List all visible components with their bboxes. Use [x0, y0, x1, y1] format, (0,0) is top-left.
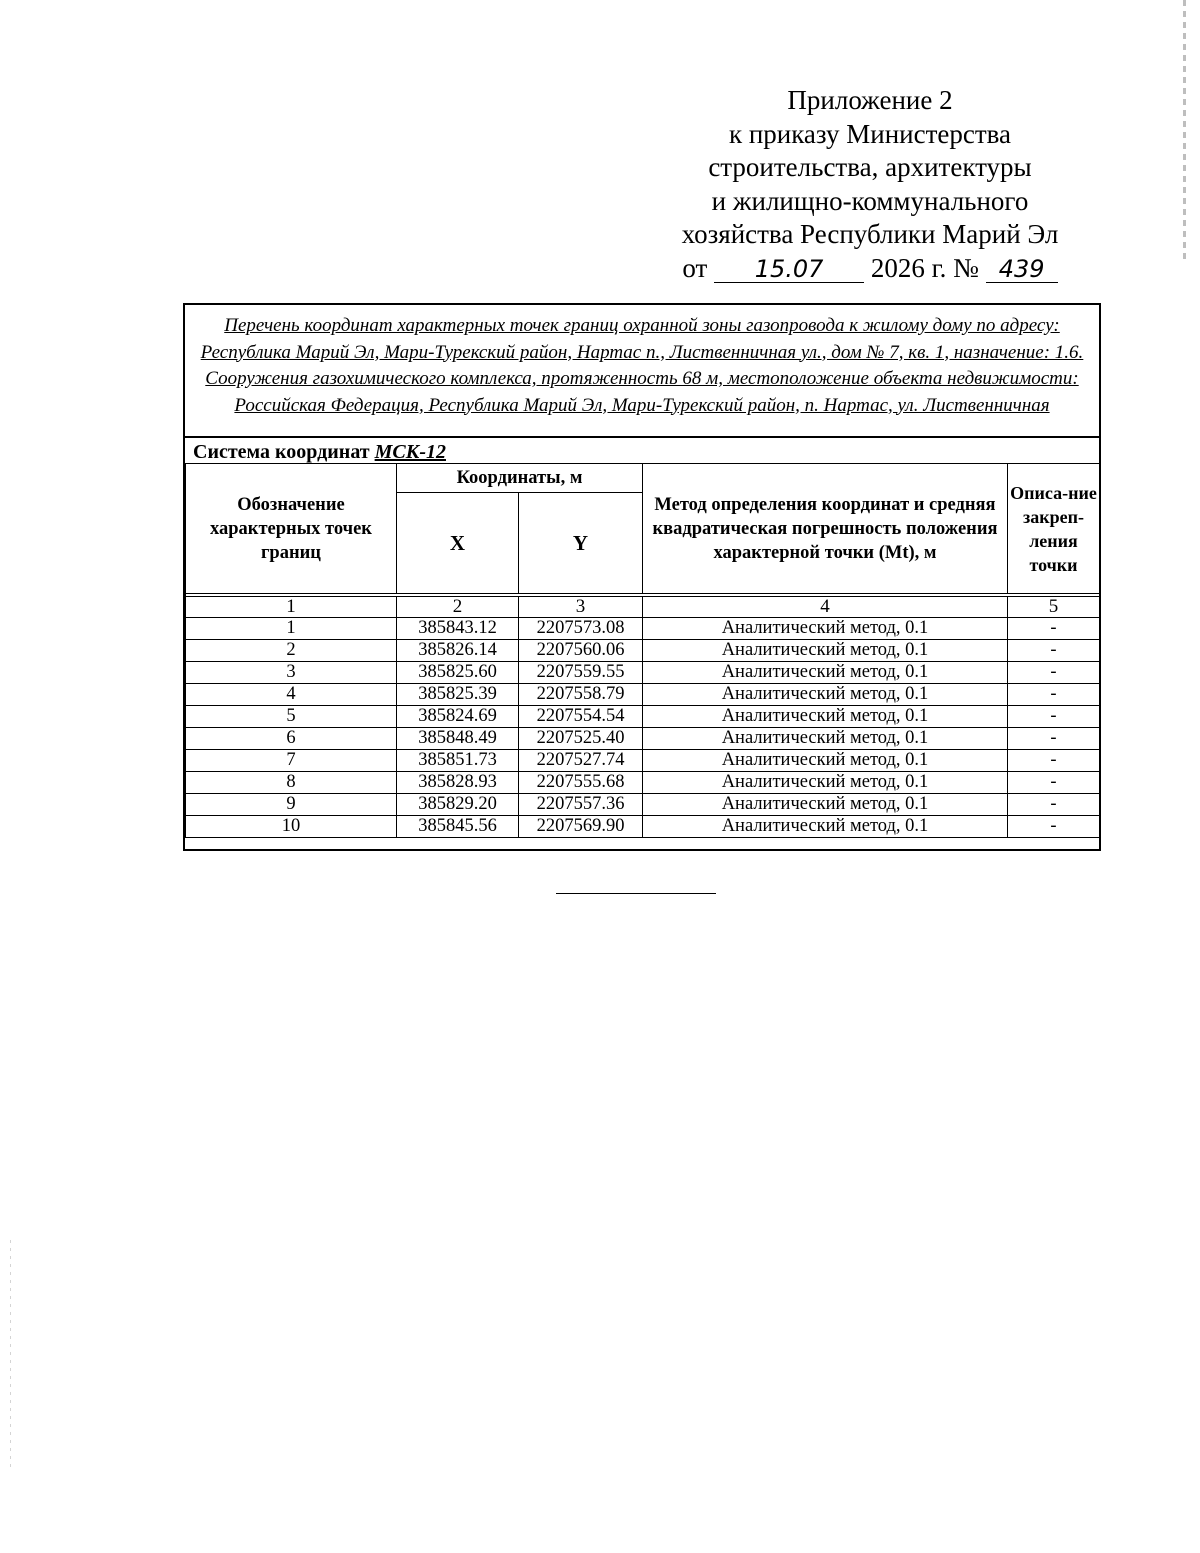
desc-cell: -: [1008, 662, 1100, 684]
y-cell: 2207555.68: [519, 772, 643, 794]
column-number-row: [186, 597, 1100, 618]
point-cell: 2: [186, 640, 397, 662]
table-row: [186, 706, 1100, 728]
method-cell: Аналитический метод, 0.1: [643, 816, 1008, 838]
header-line: Приложение 2: [787, 85, 953, 115]
header-line: к приказу Министерства: [728, 118, 1012, 149]
point-cell: 9: [186, 794, 397, 816]
table-body: [186, 618, 1100, 838]
appendix-header: [640, 84, 1100, 285]
x-cell: 385824.69: [397, 706, 519, 728]
table-row: [186, 772, 1100, 794]
system-value: МСК-12: [374, 441, 446, 463]
header-line: и жилищно-коммунального: [711, 185, 1029, 216]
coordinates-document: [183, 303, 1101, 851]
x-cell: 385829.20: [397, 794, 519, 816]
table-row: [186, 816, 1100, 838]
desc-cell: -: [1008, 750, 1100, 772]
col-desc-header: Описа-ние закреп-ления точки: [1008, 464, 1100, 594]
method-cell: Аналитический метод, 0.1: [643, 794, 1008, 816]
header-line: строительства, архитектуры: [708, 152, 1032, 182]
y-cell: 2207560.06: [519, 640, 643, 662]
column-number: 5: [1008, 597, 1100, 618]
scan-edge-artifact: [1183, 0, 1186, 260]
table-row: [186, 618, 1100, 640]
coordinate-system: [193, 441, 446, 464]
method-cell: Аналитический метод, 0.1: [643, 772, 1008, 794]
col-method-header: Метод определения координат и средняя квадратическая погрешность положения характерной точки (Mt), м: [643, 464, 1008, 594]
point-cell: 1: [186, 618, 397, 640]
coords-header: Координаты, м: [397, 464, 643, 493]
table-row: [186, 794, 1100, 816]
desc-cell: -: [1008, 772, 1100, 794]
header-line: хозяйства Республики Марий Эл: [681, 219, 1059, 249]
point-cell: 5: [186, 706, 397, 728]
y-cell: 2207525.40: [519, 728, 643, 750]
point-cell: 10: [186, 816, 397, 838]
column-number: 3: [519, 597, 643, 618]
method-cell: Аналитический метод, 0.1: [643, 618, 1008, 640]
table-row: [186, 662, 1100, 684]
col-point-header: Обозначение характерных точек границ: [186, 464, 397, 594]
end-separator-line: [556, 893, 716, 894]
desc-cell: -: [1008, 706, 1100, 728]
point-cell: 6: [186, 728, 397, 750]
y-cell: 2207527.74: [519, 750, 643, 772]
coordinates-table: [185, 463, 1100, 838]
x-cell: 385828.93: [397, 772, 519, 794]
column-number: 2: [397, 597, 519, 618]
y-cell: 2207558.79: [519, 684, 643, 706]
x-cell: 385825.39: [397, 684, 519, 706]
table-row: [186, 684, 1100, 706]
x-cell: 385843.12: [397, 618, 519, 640]
x-cell: 385851.73: [397, 750, 519, 772]
handwritten-order-number: 439: [986, 256, 1058, 283]
x-cell: 385848.49: [397, 728, 519, 750]
y-cell: 2207559.55: [519, 662, 643, 684]
year-text: 2026 г. №: [870, 252, 979, 283]
point-cell: 8: [186, 772, 397, 794]
table-row: [186, 728, 1100, 750]
y-cell: 2207557.36: [519, 794, 643, 816]
x-cell: 385845.56: [397, 816, 519, 838]
desc-cell: -: [1008, 684, 1100, 706]
desc-cell: -: [1008, 794, 1100, 816]
col-y-header: Y: [519, 493, 643, 594]
point-cell: 4: [186, 684, 397, 706]
desc-cell: -: [1008, 640, 1100, 662]
method-cell: Аналитический метод, 0.1: [643, 662, 1008, 684]
y-cell: 2207554.54: [519, 706, 643, 728]
desc-cell: -: [1008, 728, 1100, 750]
x-cell: 385825.60: [397, 662, 519, 684]
method-cell: Аналитический метод, 0.1: [643, 706, 1008, 728]
method-cell: Аналитический метод, 0.1: [643, 728, 1008, 750]
document-title: Перечень координат характерных точек границ охранной зоны газопровода к жилому дому по адресу: Республика Марий Эл, Мари-Турекский район, Нартас п., Лиственничная ул., дом № 7, кв. 1, назначение: 1.6. Сооружения газохимического комплекса, протяженность 68 м, местоположение объекта недвижимости: Российская Федерация, Республика Марий Эл, Мари-Турекский район, п. Нартас, ул. Лиственничная: [185, 305, 1099, 438]
scan-edge-artifact: [10, 1240, 11, 1470]
point-cell: 3: [186, 662, 397, 684]
date-prefix: от: [682, 252, 708, 283]
desc-cell: -: [1008, 816, 1100, 838]
method-cell: Аналитический метод, 0.1: [643, 640, 1008, 662]
desc-cell: -: [1008, 618, 1100, 640]
handwritten-date: 15.07: [714, 256, 864, 283]
system-label: Система координат: [193, 441, 370, 463]
method-cell: Аналитический метод, 0.1: [643, 750, 1008, 772]
y-cell: 2207573.08: [519, 618, 643, 640]
table-row: [186, 750, 1100, 772]
order-date-line: [640, 252, 1100, 286]
table-row: [186, 640, 1100, 662]
x-cell: 385826.14: [397, 640, 519, 662]
table-header-row: [186, 464, 1100, 493]
method-cell: Аналитический метод, 0.1: [643, 684, 1008, 706]
column-number: 1: [186, 597, 397, 618]
column-number: 4: [643, 597, 1008, 618]
y-cell: 2207569.90: [519, 816, 643, 838]
point-cell: 7: [186, 750, 397, 772]
col-x-header: X: [397, 493, 519, 594]
